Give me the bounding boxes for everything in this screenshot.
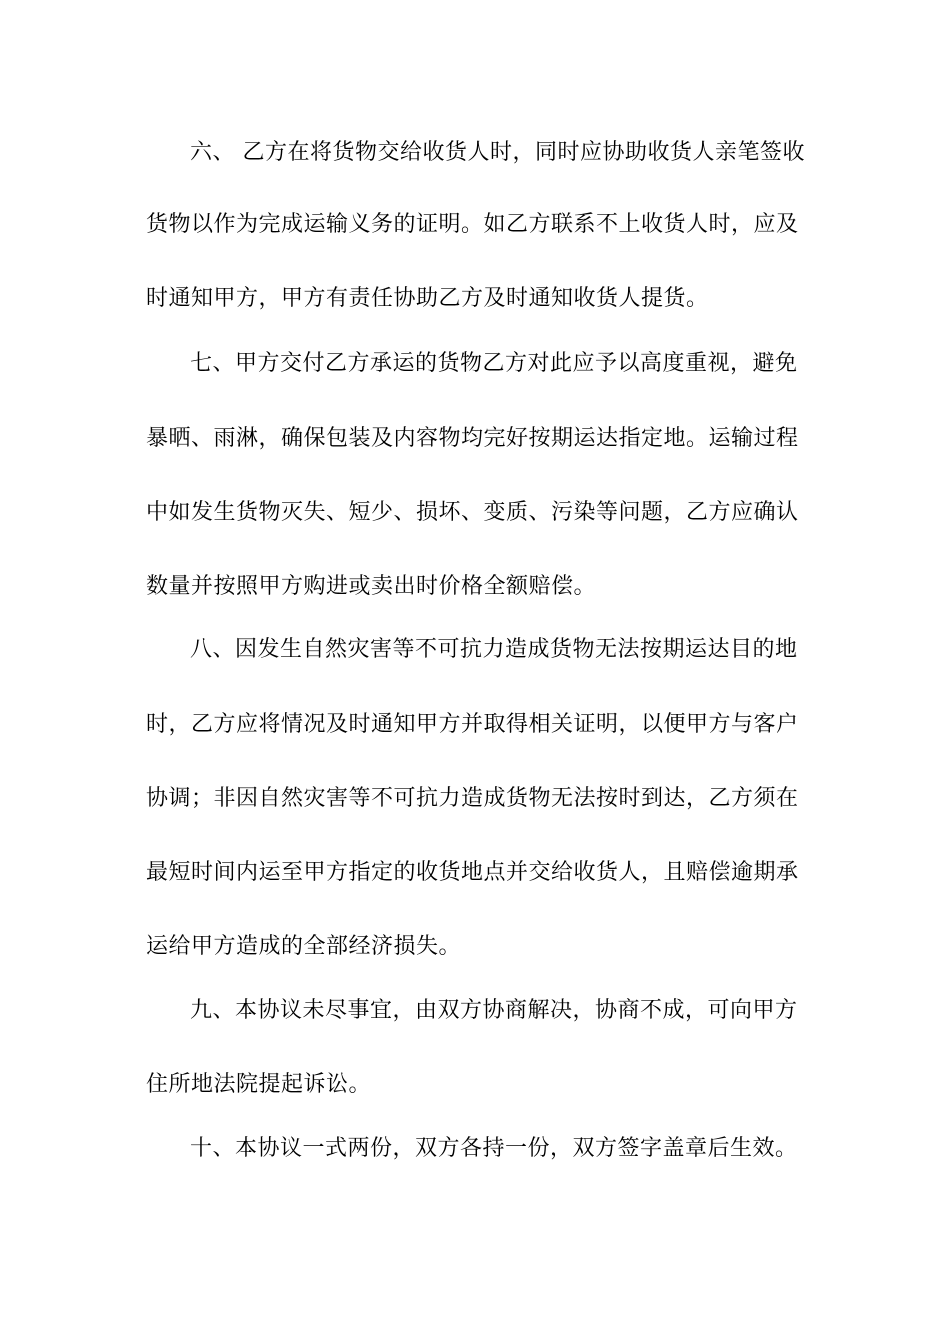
clause-6-line-2: 货物以作为完成运输义务的证明。如乙方联系不上收货人时，应及 bbox=[146, 212, 799, 237]
clause-7-line-1: 七、甲方交付乙方承运的货物乙方对此应予以高度重视，避免 bbox=[190, 351, 798, 376]
clause-8-line-1: 八、因发生自然灾害等不可抗力造成货物无法按期运达目的地 bbox=[190, 637, 798, 662]
clause-8-line-5: 运给甲方造成的全部经济损失。 bbox=[146, 934, 462, 959]
clause-8-line-2: 时，乙方应将情况及时通知甲方并取得相关证明，以便甲方与客户 bbox=[146, 712, 799, 737]
clause-7-line-2: 暴晒、雨淋，确保包装及内容物均完好按期运达指定地。运输过程 bbox=[146, 426, 799, 451]
clause-10-line-1: 十、本协议一式两份，双方各持一份，双方签字盖章后生效。 bbox=[190, 1136, 798, 1161]
clause-7-line-3: 中如发生货物灭失、短少、损坏、变质、污染等问题，乙方应确认 bbox=[146, 500, 799, 525]
clause-8-line-4: 最短时间内运至甲方指定的收货地点并交给收货人，且赔偿逾期承 bbox=[146, 860, 799, 885]
clause-9-line-1: 九、本协议未尽事宜，由双方协商解决，协商不成，可向甲方 bbox=[190, 998, 798, 1023]
clause-7-line-4: 数量并按照甲方购进或卖出时价格全额赔偿。 bbox=[146, 574, 597, 599]
clause-9-line-2: 住所地法院提起诉讼。 bbox=[146, 1072, 372, 1097]
clause-8-line-3: 协调；非因自然灾害等不可抗力造成货物无法按时到达，乙方须在 bbox=[146, 786, 799, 811]
clause-6-line-1: 六、 乙方在将货物交给收货人时，同时应协助收货人亲笔签收 bbox=[190, 140, 805, 165]
clause-6-line-3: 时通知甲方，甲方有责任协助乙方及时通知收货人提货。 bbox=[146, 286, 709, 311]
